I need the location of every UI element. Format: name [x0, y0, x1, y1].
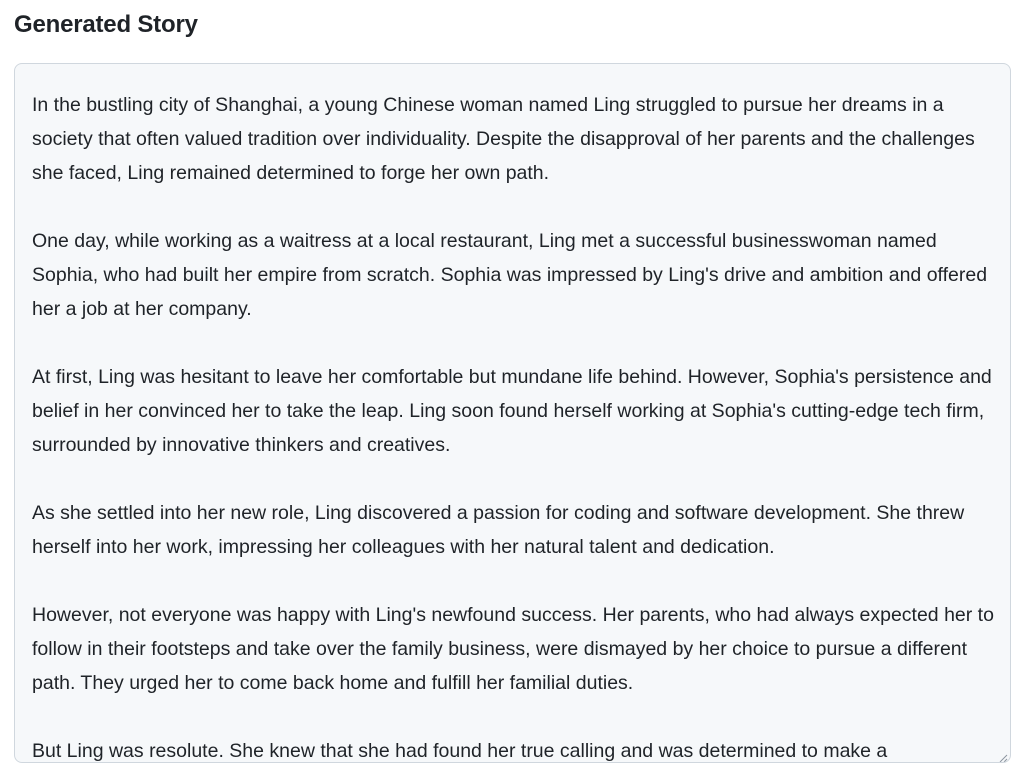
- story-paragraph: But Ling was resolute. She knew that she had found her true calling and was determined to make a: [32, 740, 888, 762]
- story-textarea[interactable]: [14, 63, 1011, 763]
- story-text: [32, 88, 1000, 763]
- story-paragraph: One day, while working as a waitress at a local restaurant, Ling met a successful businesswoman named Sophia, who had built her empire from scratch. Sophia was impressed by Ling's drive and ambition and offered her a job at her company.: [32, 230, 988, 320]
- story-paragraph: As she settled into her new role, Ling discovered a passion for coding and software development. She threw herself into her work, impressing her colleagues with her natural talent and dedication.: [32, 502, 965, 558]
- story-paragraph: In the bustling city of Shanghai, a young Chinese woman named Ling struggled to pursue her dreams in a society that often valued tradition over individuality. Despite the disapproval of her parents and the challenges she faced, Ling remained determined to forge her own path.: [32, 94, 975, 184]
- resize-grip-icon[interactable]: [998, 750, 1008, 760]
- story-paragraph: However, not everyone was happy with Ling's newfound success. Her parents, who had always expected her to follow in their footsteps and take over the family business, were dismayed by her choice to pursue a different path. They urged her to come back home and fulfill her familial duties.: [32, 604, 994, 694]
- story-heading: Generated Story: [14, 11, 198, 38]
- story-paragraph: At first, Ling was hesitant to leave her comfortable but mundane life behind. However, Sophia's persistence and belief in her convinced her to take the leap. Ling soon found herself working at Sophia's cutting-edge tech firm, surrounded by innovative thinkers and creatives.: [32, 366, 992, 456]
